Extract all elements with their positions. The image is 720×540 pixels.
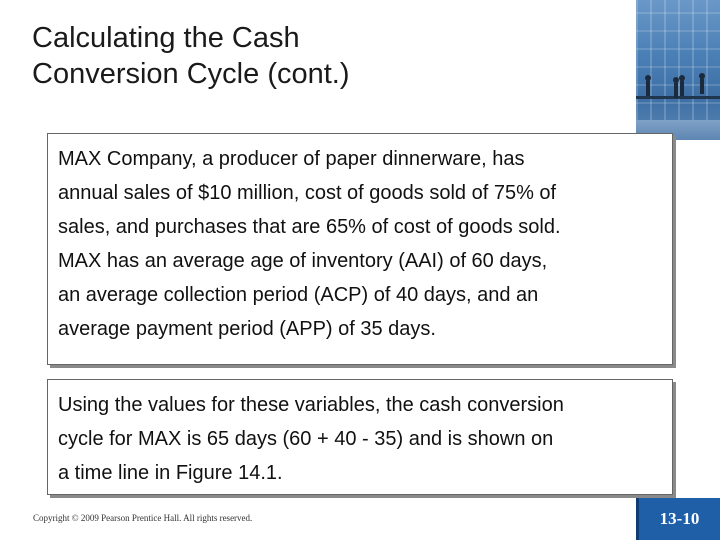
problem-line: MAX Company, a producer of paper dinnerware, has bbox=[58, 148, 525, 170]
solution-box bbox=[47, 379, 673, 495]
person-silhouette bbox=[700, 78, 704, 94]
page-number: 13-10 bbox=[659, 509, 700, 528]
building-photo bbox=[636, 0, 720, 140]
balcony-rail bbox=[636, 96, 720, 99]
solution-line: cycle for MAX is 65 days (60 + 40 - 35) and is shown on bbox=[58, 428, 554, 450]
title-line-1: Calculating the Cash bbox=[32, 22, 300, 54]
person-silhouette bbox=[646, 80, 650, 96]
problem-statement-box bbox=[47, 133, 673, 365]
solution-line: Using the values for these variables, the cash conversion bbox=[58, 394, 564, 416]
problem-line: an average collection period (ACP) of 40 days, and an bbox=[58, 284, 539, 306]
title-line-2: Conversion Cycle (cont.) bbox=[32, 58, 350, 90]
slide-title bbox=[32, 20, 592, 92]
problem-line: sales, and purchases that are 65% of cost of goods sold. bbox=[58, 216, 561, 238]
copyright-footer: Copyright © 2009 Pearson Prentice Hall. All rights reserved. bbox=[33, 513, 253, 523]
problem-line: average payment period (APP) of 35 days. bbox=[58, 318, 436, 340]
solution-line: a time line in Figure 14.1. bbox=[58, 462, 283, 484]
person-silhouette bbox=[674, 82, 678, 98]
person-silhouette bbox=[680, 80, 684, 96]
problem-line: MAX has an average age of inventory (AAI) of 60 days, bbox=[58, 250, 548, 272]
page-number-badge bbox=[636, 498, 720, 540]
problem-line: annual sales of $10 million, cost of goods sold of 75% of bbox=[58, 182, 557, 204]
